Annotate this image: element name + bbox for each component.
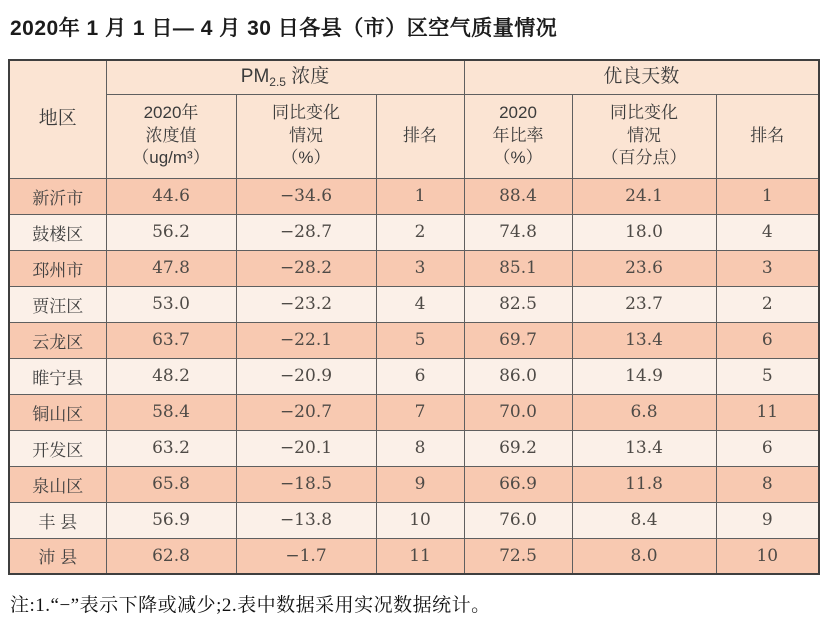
pm25-rank-cell: 3	[376, 250, 464, 286]
table-row	[9, 538, 819, 574]
good-yoy-cell: 13.4	[572, 322, 716, 358]
group-header-row	[9, 60, 819, 94]
good-ratio-cell: 69.7	[464, 322, 572, 358]
region-cell: 云龙区	[9, 322, 106, 358]
pm25-value-cell: 63.7	[106, 322, 236, 358]
region-cell: 贾汪区	[9, 286, 106, 322]
table-row	[9, 322, 819, 358]
good-ratio-cell: 85.1	[464, 250, 572, 286]
pm25-yoy-cell: −18.5	[236, 466, 376, 502]
pm25-value-cell: 48.2	[106, 358, 236, 394]
pm25-yoy-cell: −22.1	[236, 322, 376, 358]
table-row	[9, 358, 819, 394]
pm25-rank-cell: 10	[376, 502, 464, 538]
good-ratio-cell: 86.0	[464, 358, 572, 394]
pm25-value-cell: 58.4	[106, 394, 236, 430]
region-cell: 睢宁县	[9, 358, 106, 394]
good-ratio-cell: 82.5	[464, 286, 572, 322]
pm25-value-cell: 63.2	[106, 430, 236, 466]
header-pm25-group	[106, 60, 464, 94]
pm25-yoy-cell: −28.2	[236, 250, 376, 286]
good-ratio-cell: 88.4	[464, 178, 572, 214]
pm25-yoy-cell: −23.2	[236, 286, 376, 322]
pm25-yoy-cell: −13.8	[236, 502, 376, 538]
pm25-yoy-cell: −34.6	[236, 178, 376, 214]
good-rank-cell: 4	[716, 214, 819, 250]
header-good-days-group: 优良天数	[464, 60, 819, 94]
good-rank-cell: 2	[716, 286, 819, 322]
pm25-yoy-cell: −20.7	[236, 394, 376, 430]
table-row	[9, 214, 819, 250]
region-cell: 新沂市	[9, 178, 106, 214]
good-yoy-cell: 23.7	[572, 286, 716, 322]
good-rank-cell: 6	[716, 430, 819, 466]
table-body	[9, 178, 819, 574]
good-yoy-cell: 14.9	[572, 358, 716, 394]
pm25-rank-cell: 2	[376, 214, 464, 250]
good-yoy-cell: 13.4	[572, 430, 716, 466]
pm25-prefix: PM	[240, 66, 270, 88]
pm25-value-cell: 53.0	[106, 286, 236, 322]
header-region: 地区	[9, 60, 106, 178]
good-rank-cell: 3	[716, 250, 819, 286]
page-title: 2020年 1 月 1 日— 4 月 30 日各县（市）区空气质量情况	[10, 17, 558, 40]
table-row	[9, 394, 819, 430]
pm25-yoy-cell: −20.9	[236, 358, 376, 394]
region-cell: 铜山区	[9, 394, 106, 430]
pm25-yoy-cell: −20.1	[236, 430, 376, 466]
pm25-rank-cell: 9	[376, 466, 464, 502]
region-cell: 沛 县	[9, 538, 106, 574]
header-pm25-yoy: 同比变化 情况 （%）	[236, 94, 376, 178]
pm25-rank-cell: 6	[376, 358, 464, 394]
pm25-rank-cell: 7	[376, 394, 464, 430]
good-rank-cell: 1	[716, 178, 819, 214]
table-header	[9, 60, 819, 178]
pm25-yoy-cell: −1.7	[236, 538, 376, 574]
pm25-rank-cell: 11	[376, 538, 464, 574]
good-yoy-cell: 6.8	[572, 394, 716, 430]
good-yoy-cell: 11.8	[572, 466, 716, 502]
air-quality-table	[8, 59, 820, 575]
pm25-rank-cell: 4	[376, 286, 464, 322]
good-rank-cell: 5	[716, 358, 819, 394]
sub-header-row	[9, 94, 819, 178]
pm25-yoy-cell: −28.7	[236, 214, 376, 250]
table-row	[9, 502, 819, 538]
region-cell: 开发区	[9, 430, 106, 466]
pm25-rank-cell: 1	[376, 178, 464, 214]
header-good-rank: 排名	[716, 94, 819, 178]
good-ratio-cell: 70.0	[464, 394, 572, 430]
good-yoy-cell: 24.1	[572, 178, 716, 214]
header-pm25-rank: 排名	[376, 94, 464, 178]
good-rank-cell: 6	[716, 322, 819, 358]
pm25-value-cell: 44.6	[106, 178, 236, 214]
good-ratio-cell: 69.2	[464, 430, 572, 466]
region-cell: 丰 县	[9, 502, 106, 538]
pm25-value-cell: 56.2	[106, 214, 236, 250]
pm25-value-cell: 65.8	[106, 466, 236, 502]
pm25-suffix: 浓度	[285, 66, 330, 88]
pm25-value-cell: 62.8	[106, 538, 236, 574]
good-rank-cell: 10	[716, 538, 819, 574]
table-row	[9, 178, 819, 214]
good-yoy-cell: 18.0	[572, 214, 716, 250]
good-ratio-cell: 72.5	[464, 538, 572, 574]
region-cell: 鼓楼区	[9, 214, 106, 250]
pm25-rank-cell: 5	[376, 322, 464, 358]
good-yoy-cell: 8.0	[572, 538, 716, 574]
pm25-value-cell: 56.9	[106, 502, 236, 538]
good-yoy-cell: 8.4	[572, 502, 716, 538]
region-cell: 邳州市	[9, 250, 106, 286]
header-good-ratio: 2020 年比率 （%）	[464, 94, 572, 178]
pm25-rank-cell: 8	[376, 430, 464, 466]
good-ratio-cell: 76.0	[464, 502, 572, 538]
good-ratio-cell: 66.9	[464, 466, 572, 502]
footnote: 注:1.“−”表示下降或减少;2.表中数据采用实况数据统计。	[10, 595, 491, 616]
header-pm25-value: 2020年 浓度值 （ug/m³）	[106, 94, 236, 178]
good-yoy-cell: 23.6	[572, 250, 716, 286]
pm25-subscript: 2.5	[269, 75, 286, 90]
table-row	[9, 466, 819, 502]
region-cell: 泉山区	[9, 466, 106, 502]
table-row	[9, 430, 819, 466]
table-row	[9, 250, 819, 286]
good-ratio-cell: 74.8	[464, 214, 572, 250]
table-row	[9, 286, 819, 322]
good-rank-cell: 8	[716, 466, 819, 502]
good-rank-cell: 11	[716, 394, 819, 430]
header-good-yoy: 同比变化 情况 （百分点）	[572, 94, 716, 178]
pm25-value-cell: 47.8	[106, 250, 236, 286]
good-rank-cell: 9	[716, 502, 819, 538]
